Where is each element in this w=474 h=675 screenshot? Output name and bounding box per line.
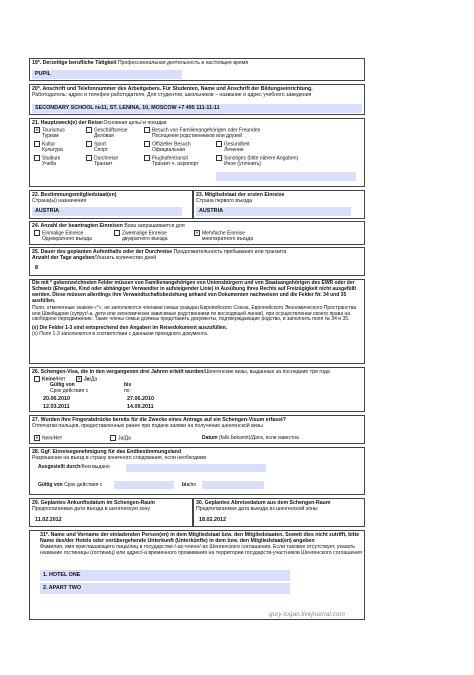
section-31-label: 31*. Name und Vorname der einladenden Person(en) in dem Mitgliedstaat bzw. den Mitgliedstaaten. Soweit dies nicht zutrifft, bitte Name des/der Hotels oder vorübergehende Unterkunft (Unterkünfte) in dem bzw. den Mitgliedstaat(en) angeben Фамилия, имя приглашающего лица/лиц в государстве-/-ах-члене/-ах Шенгенского соглашения. Если таковое отсутствует, указать название гостиницы (гостиниц) или адрес/-а временного проживания на территории государств-участников Шенгенского соглашения [40,532,362,557]
purpose-culture-option[interactable]: Kultur Культура [34,141,63,154]
purpose-tourism-option[interactable]: ✕ Tourismus Туризм [35,127,65,140]
section-19-label: 19*. Derzeitige berufliche Tätigkeit Профессиональная деятельность в настоящее время [32,60,249,66]
checkbox[interactable] [144,155,150,161]
visa-2-from-field[interactable]: 12.03.2011 [40,403,112,411]
visa-1-to-field[interactable]: 27.06.2010 [124,395,196,403]
host-1-field[interactable]: 1. HOTEL ONE [40,570,290,581]
section-21-purpose [29,118,365,187]
checkbox[interactable] [34,376,40,382]
purpose-study-option[interactable]: Studium Учеба [34,155,60,168]
section-25-duration [29,247,365,276]
section-19-occupation [29,58,365,81]
entries-single-option[interactable]: Einmalige Einreise Однократного въезда [34,230,92,243]
section-30-label: 30. Geplantes Abreisedatum aus dem Schengen-Raum Предполагаемая дата выезда из шенгенской зоны [196,500,331,513]
purpose-other-field[interactable] [216,172,356,181]
visas-yes-option[interactable]: ✕ Ja/Да [77,376,98,383]
issued-by-label: Ausgestellt durch/Кем выдано [38,464,110,470]
first-entry-field[interactable]: AUSTRIA [196,207,351,216]
visa-1-from-field[interactable]: 20.06.2010 [40,395,112,403]
section-27-label: 27. Wurden Ihre Fingerabdrücke bereits für die Zwecke eines Antrags auf ein Schengen-Visum erfasst? Отпечатки пальцев, предоставленные ранее при подаче заявки на получение шенгенской визы [32,417,286,430]
purpose-visit-option[interactable]: Besuch von Familienangehörigen oder Freunden Посещение родственников или друзей [144,127,260,140]
section-24-label: 24. Anzahl der beantragten Einreisen Виза запрашивается для [32,223,185,229]
visa-2-to-field[interactable]: 14.09.2011 [124,403,196,411]
notice-block [29,279,365,364]
fingerprints-no-option[interactable]: ✕ Nein/Нет [35,435,63,442]
checkbox[interactable] [86,141,92,147]
checkbox[interactable] [110,435,116,441]
section-20-label: 20*. Anschrift und Telefonnummer des Arbeitgebers. Für Studenten, Name und Anschrift der Bildungseinrichtung. Работодатель: адрес и телефон работодателя. Для студентов, школьников – название и адрес учебного заведения [32,86,313,99]
valid-from-label: Gültig von Срок действия с [50,382,89,394]
section-30-departure [193,498,365,527]
permit-valid-from-label: Gültig von Срок действия с [38,482,103,488]
section-29-arrival [29,498,193,527]
section-20-employer [29,84,365,115]
checkbox[interactable]: ✕ [35,127,39,132]
checkbox[interactable] [216,141,222,147]
section-23-label: 23. Mitgliedstaat der ersten Einreise Страна первого въезда [196,192,285,205]
fingerprints-yes-option[interactable]: Ja/Да [110,435,131,442]
occupation-field[interactable]: PUPIL [32,70,182,79]
checkbox[interactable] [34,230,40,236]
checkbox[interactable] [86,127,92,133]
section-26-label: 26. Schengen-Visa, die in den vergangenen drei Jahren erteilt wurden/Шенгенские визы, выданные за последние три года [32,369,330,375]
checkbox[interactable] [34,141,40,147]
visas-no-option[interactable]: Keine/Нет [34,376,66,383]
purpose-airport-transit-option[interactable]: Flughafentransit Транзит ч. аэропорт [144,155,199,168]
purpose-sport-option[interactable]: Sport Спорт [86,141,108,154]
checkbox[interactable] [114,230,120,236]
checkbox[interactable] [216,155,222,161]
section-28-entry-permit [29,447,365,495]
issued-by-field[interactable] [126,464,266,472]
section-23-first-entry [193,190,365,219]
entries-multiple-option[interactable]: ✕ Mehrfache Einreise многократного въезда [195,230,253,243]
checkbox[interactable] [86,155,92,161]
valid-to-label: bis по [124,382,132,394]
section-24-entries [29,221,365,245]
permit-valid-to-field[interactable] [202,481,264,489]
section-26-previous-visas [29,367,365,412]
watermark: gury-logan.livejournal.com [269,611,345,618]
section-29-label: 29. Geplantes Ankunftsdatum im Schengen-Raum Предполагаемая дата въезда в шенгенскую зону [32,500,155,513]
arrival-date-field[interactable]: 11.02.2012 [32,516,94,525]
section-25-label: 25. Dauer des geplanten Aufenthalts oder der Durchreise Продолжительность пребывания или транзита Anzahl der Tage angeben/Указать количество дней [32,249,287,262]
checkbox[interactable] [34,155,40,161]
checkbox[interactable]: ✕ [195,230,199,235]
visa-application-page [29,58,365,628]
checkbox[interactable]: ✕ [77,376,81,381]
purpose-transit-option[interactable]: Durchreise Транзит [86,155,118,168]
permit-valid-from-field[interactable] [114,481,174,489]
purpose-other-option[interactable]: Sonstiges (bitte nähere Angaben) Иное (уточнить) [216,155,298,168]
host-2-field[interactable]: 2. APART TWO [40,583,290,594]
section-21-label: 21. Hauptzweck(e) der Reise:Основная цель/-и поездки [32,120,167,126]
section-22-destination [29,190,193,219]
duration-field[interactable]: 8 [32,264,46,273]
section-27-fingerprints [29,415,365,444]
section-28-label: 28. Ggf. Einreisegenehmigung für das Endbestimmungsland Разрешение на въезд в страну конечного следования, если необходимо [32,449,207,462]
purpose-business-option[interactable]: Geschäftsreise Деловая [86,127,127,140]
fingerprints-date-label: Datum (falls bekannt)/Дата, если известна [202,435,299,441]
purpose-health-option[interactable]: Gesundheit Лечение [216,141,250,154]
section-22-label: 22. Bestimmungsmitgliedstaat(en) Страна(ы) назначения [32,192,117,205]
checkbox[interactable] [144,141,150,147]
permit-valid-to-label: bis/по [182,482,197,488]
employer-field[interactable]: SECONDARY SCHOOL №11, ST. LENINA, 10, MOSCOW +7 495 111-11-11 [32,104,362,113]
checkbox[interactable]: ✕ [35,435,39,440]
notice-text: Die mit * gekennzeichneten Felder müssen von Familienangehörigen von Unionsbürgern und von Staatsangehörigen des EWR oder der Schweiz (Ehegatte, Kind oder abhängiger Verwandter in aufsteigender Linie) in Ausübung ihres Rechts auf Freizügigkeit nicht ausgefüllt werden. Diese müssen allerdings ihre Verwandtschaftsbeziehung anhand von Dokumenten nachweisen und die Felder Nr. 34 und 35 ausfüllen. Поля, отмеченные знаком «*», не заполняются членами семьи граждан Европейского Союза, Европейского Экономического Пространства или Швейцарии (супруг/-а, дети или экономически зависимые родственники по восходящей линии), при осуществлении своего права на свободное передвижение. Такие члены семьи должны представить документы, подтверждающие родство, и заполнить поля № 34 и 35. (x) Die Felder 1-3 sind entsprechend den Angaben im Reisedokument auszufüllen. (x) Поля 1-3 заполняются в соответствии с данными проездного документа. [32,280,357,338]
section-31-hosts [29,530,365,620]
purpose-official-option[interactable]: Offizieller Besuch Официальная [144,141,191,154]
entries-double-option[interactable]: Zweimalige Einreise двукратного въезда [114,230,168,243]
departure-date-field[interactable]: 18.02.2012 [196,516,258,525]
destination-field[interactable]: AUSTRIA [32,207,182,216]
checkbox[interactable] [144,127,150,133]
